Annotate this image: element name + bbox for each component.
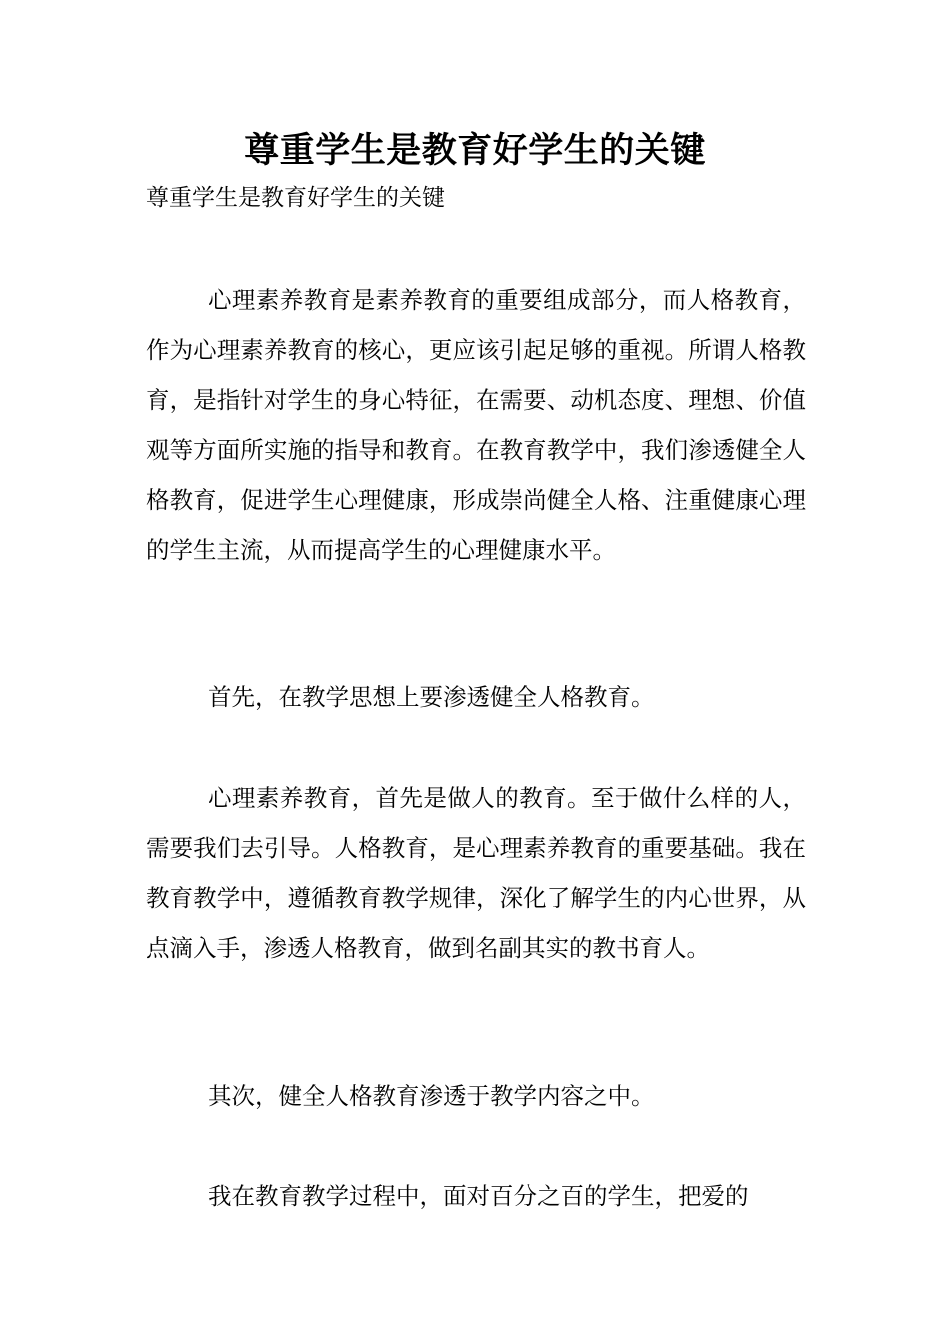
paragraph-first-point: 首先，在教学思想上要渗透健全人格教育。 [208,683,655,711]
paragraph-second-detail: 我在教育教学过程中，面对百分之百的学生，把爱的 [208,1182,749,1210]
paragraph-second-point: 其次，健全人格教育渗透于教学内容之中。 [208,1082,655,1110]
document-subtitle: 尊重学生是教育好学生的关键 [146,185,445,211]
paragraph-intro: 心理素养教育是素养教育的重要组成部分，而人格教育，作为心理素养教育的核心，更应该引起足够的重视。所谓人格教育，是指针对学生的身心特征，在需要、动机态度、理想、价值观等方面所实施的指导和教育。在教育教学中，我们渗透健全人格教育，促进学生心理健康，形成崇尚健全人格、注重健康心理的学生主流，从而提高学生的心理健康水平。 [146,286,806,564]
paragraph-first-detail: 心理素养教育，首先是做人的教育。至于做什么样的人，需要我们去引导。人格教育，是心理素养教育的重要基础。我在教育教学中，遵循教育教学规律，深化了解学生的内心世界，从点滴入手，渗透人格教育，做到名副其实的教书育人。 [146,784,806,962]
document-title: 尊重学生是教育好学生的关键 [244,131,706,171]
